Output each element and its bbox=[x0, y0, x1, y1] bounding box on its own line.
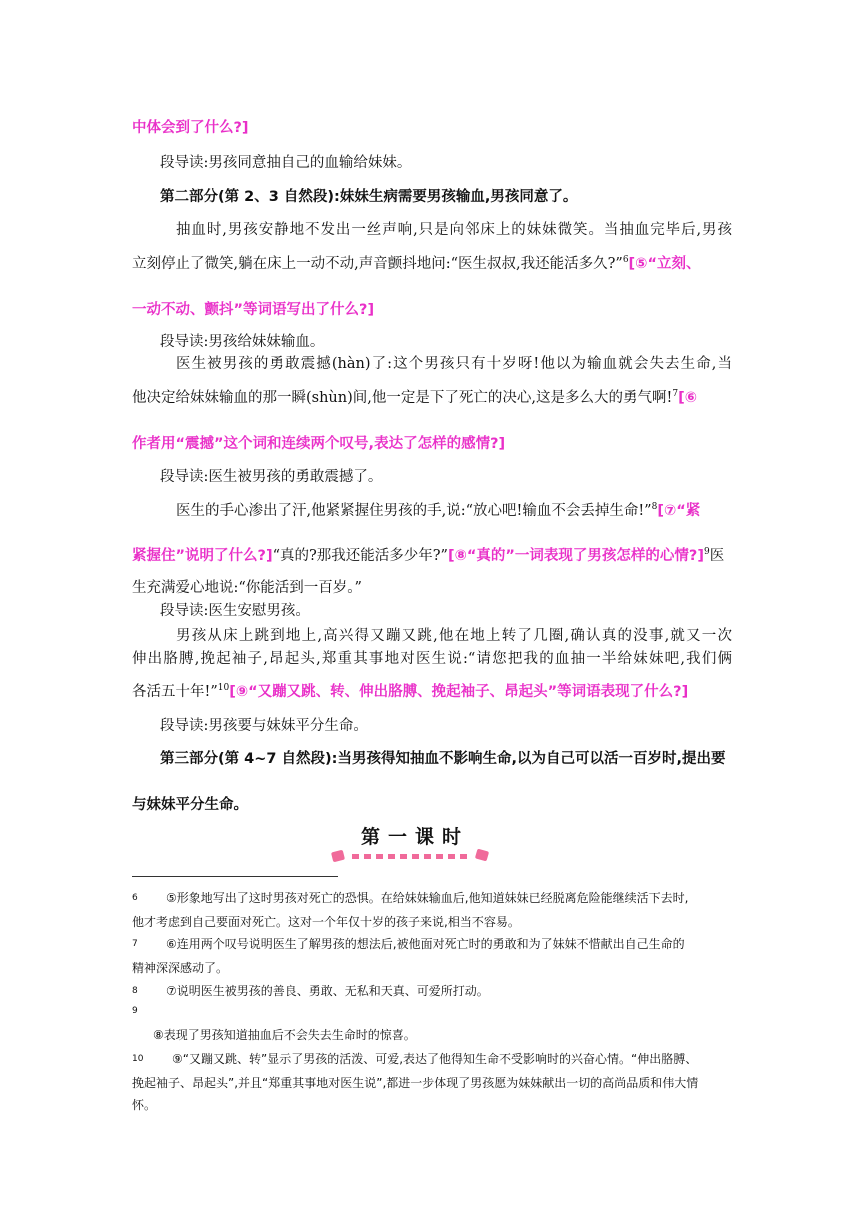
body-text-span: 各活五十年!” bbox=[132, 684, 218, 700]
footnote-ref-6[interactable]: 6 bbox=[622, 255, 629, 266]
footnote-text: 他才考虑到自己要面对死亡。这对一个年仅十岁的孩子来说,相当不容易。 bbox=[132, 915, 520, 929]
footnote-text: 怀。 bbox=[132, 1098, 157, 1112]
body-text-span: 他决定给妹妹输血的那一瞬(shùn)间,他一定是下了死亡的决心,这是多么大的勇气啊! bbox=[132, 390, 673, 406]
footnote-text: ⑧表现了男孩知道抽血后不会失去生命时的惊喜。 bbox=[153, 1028, 416, 1042]
footnote-number: 6 bbox=[132, 893, 138, 903]
paragraph-guide: 段导读:男孩要与妹妹平分生命。 bbox=[160, 718, 368, 734]
annotation-question-6-end: 作者用“震撼”这个词和连续两个叹号,表达了怎样的感情?] bbox=[132, 436, 506, 452]
annotation-question-4-end: 中体会到了什么?] bbox=[132, 120, 249, 136]
footnote-ref-10[interactable]: 10 bbox=[217, 683, 230, 694]
footnote-text: 精神深深感动了。 bbox=[132, 961, 229, 975]
footnote-ref-9[interactable]: 9 bbox=[703, 547, 710, 558]
body-text-span: “真的?那我还能活多少年?” bbox=[272, 548, 448, 564]
body-text bbox=[132, 254, 732, 274]
paragraph-guide: 段导读:男孩给妹妹输血。 bbox=[160, 334, 325, 350]
footnote-number: 7 bbox=[132, 939, 138, 949]
annotation-question-5-end: 一动不动、颤抖”等词语写出了什么?] bbox=[132, 302, 375, 318]
annotation-question-8: [⑧“真的”一词表现了男孩怎样的心情?] bbox=[447, 548, 704, 564]
section-heading-part-2: 第二部分(第 2、3 自然段):妹妹生病需要男孩输血,男孩同意了。 bbox=[160, 189, 578, 205]
body-text: 医生被男孩的勇敢震撼(hàn)了:这个男孩只有十岁呀!他以为输血就会失去生命,当 bbox=[176, 356, 732, 372]
footnote-text: ⑥连用两个叹号说明医生了解男孩的想法后,被他面对死亡时的勇敢和为了妹妹不惜献出自己生命的 bbox=[166, 937, 685, 951]
banner-dots-decoration bbox=[330, 822, 500, 870]
body-text-span: 医生的手心渗出了汗,他紧紧握住男孩的手,说:“放心吧!输血不会丢掉生命!” bbox=[176, 503, 652, 519]
body-text bbox=[132, 682, 732, 702]
body-text: 生充满爱心地说:“你能活到一百岁。” bbox=[132, 580, 362, 596]
footnote-text: ⑨“又蹦又跳、转”显示了男孩的活泼、可爱,表达了他得知生命不受影响时的兴奋心情。“伸出胳膊、 bbox=[172, 1052, 698, 1066]
annotation-question-7-end: 紧握住”说明了什么?] bbox=[132, 548, 273, 564]
body-text: 抽血时,男孩安静地不发出一丝声响,只是向邻床上的妹妹微笑。当抽血完毕后,男孩 bbox=[176, 222, 732, 238]
footnote-ref-8[interactable]: 8 bbox=[651, 502, 658, 513]
body-text: 男孩从床上跳到地上,高兴得又蹦又跳,他在地上转了几圈,确认真的没事,就又一次 bbox=[176, 628, 732, 644]
section-heading-part-3-end: 与妹妹平分生命。 bbox=[132, 797, 248, 813]
body-text: 伸出胳膊,挽起袖子,昂起头,郑重其事地对医生说:“请您把我的血抽一半给妹妹吧,我们俩 bbox=[132, 651, 732, 667]
footnote-text: ⑦说明医生被男孩的善良、勇敢、无私和天真、可爱所打动。 bbox=[166, 984, 489, 998]
footnote-number: 8 bbox=[132, 986, 138, 996]
annotation-question-5: [⑤“立刻、 bbox=[628, 256, 701, 272]
section-heading-part-3: 第三部分(第 4~7 自然段):当男孩得知抽血不影响生命,以为自己可以活一百岁时,提出要 bbox=[160, 751, 726, 767]
footnote-divider bbox=[132, 876, 338, 877]
lesson-banner-title: 第一课时 bbox=[360, 826, 469, 848]
body-text bbox=[132, 546, 732, 566]
paragraph-guide: 段导读:男孩同意抽自己的血输给妹妹。 bbox=[160, 155, 412, 171]
paragraph-guide: 段导读:医生安慰男孩。 bbox=[160, 603, 310, 619]
footnote-text: 挽起袖子、昂起头”,并且“郑重其事地对医生说”,都进一步体现了男孩愿为妹妹献出一切的高尚品质和伟大情 bbox=[132, 1076, 699, 1090]
lesson-banner bbox=[330, 822, 500, 870]
body-text bbox=[132, 388, 732, 408]
footnote-number: 10 bbox=[132, 1054, 144, 1064]
body-text bbox=[176, 501, 776, 521]
body-text-span: 医 bbox=[709, 548, 725, 564]
annotation-question-6: [⑥ bbox=[678, 390, 697, 406]
body-text-span: 立刻停止了微笑,躺在床上一动不动,声音颤抖地问:“医生叔叔,我还能活多久?” bbox=[132, 256, 623, 272]
annotation-question-9: [⑨“又蹦又跳、转、伸出胳膊、挽起袖子、昂起头”等词语表现了什么?] bbox=[229, 684, 689, 700]
paragraph-guide: 段导读:医生被男孩的勇敢震撼了。 bbox=[160, 469, 383, 485]
footnote-number: 9 bbox=[132, 1006, 138, 1016]
footnote-text: ⑤形象地写出了这时男孩对死亡的恐惧。在给妹妹输血后,他知道妹妹已经脱离危险能继续活下去时, bbox=[166, 891, 689, 905]
annotation-question-7: [⑦“紧 bbox=[657, 503, 701, 519]
footnote-ref-7[interactable]: 7 bbox=[672, 389, 679, 400]
